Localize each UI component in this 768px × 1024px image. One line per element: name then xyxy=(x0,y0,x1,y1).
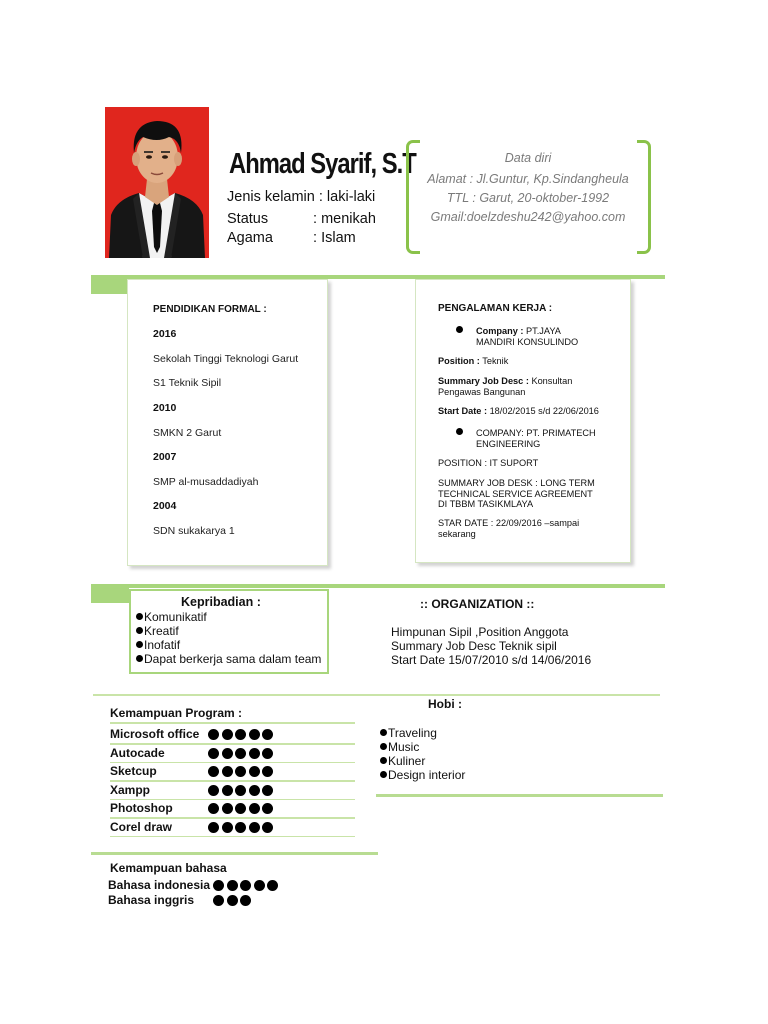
level-dot-icon xyxy=(262,729,273,740)
personality-list xyxy=(136,610,321,666)
level-dot-icon xyxy=(249,748,260,759)
level-dot-icon xyxy=(208,766,219,777)
skill-name: Microsoft office xyxy=(110,727,200,741)
hobby-list xyxy=(380,726,465,782)
education-school: SDN sukakarya 1 xyxy=(153,525,235,537)
level-dot-icon xyxy=(222,766,233,777)
bullet-icon xyxy=(380,771,387,778)
education-school: SMKN 2 Garut xyxy=(153,427,222,439)
program-rule xyxy=(110,722,355,724)
bullet-icon xyxy=(456,326,463,333)
list-item xyxy=(136,610,321,624)
field-religion-value: : Islam xyxy=(313,230,356,246)
skill-name: Xampp xyxy=(110,782,151,797)
experience-company-1 xyxy=(456,326,464,337)
bullet-icon xyxy=(136,627,143,634)
field-gender-label: Jenis kelamin xyxy=(227,189,315,205)
divider-tab-2 xyxy=(91,586,129,603)
experience-summary2-line3: DI TBBM TASIKMLAYA xyxy=(438,499,534,509)
list-item-label: Kuliner xyxy=(388,754,426,768)
list-item-label: Inofatif xyxy=(144,638,181,652)
experience-position-1 xyxy=(438,356,508,367)
experience-summary-value: Konsultan xyxy=(528,376,573,386)
level-dot-icon xyxy=(267,880,278,891)
skill-name: Sketcup xyxy=(110,764,157,778)
education-box xyxy=(127,279,328,566)
data-diri-address: Alamat : Jl.Guntur, Kp.Sindangheula xyxy=(427,172,629,186)
level-dot-icon xyxy=(222,785,233,796)
experience-company-2-text xyxy=(476,428,596,449)
experience-company2-line2: ENGINEERING xyxy=(476,438,541,449)
experience-start2-line1: STAR DATE : 22/09/2016 –sampai xyxy=(438,518,580,528)
education-year: 2016 xyxy=(153,328,177,340)
level-dot-icon xyxy=(262,803,273,814)
experience-company-line2: MANDIRI KONSULINDO xyxy=(476,336,579,347)
level-dot-icon xyxy=(227,895,238,906)
bullet-icon xyxy=(136,613,143,620)
bullet-icon xyxy=(136,641,143,648)
skill-level-dots xyxy=(208,783,276,797)
experience-summary-line2: Pengawas Bangunan xyxy=(438,386,526,397)
education-year: 2010 xyxy=(153,402,177,414)
bullet-icon xyxy=(380,757,387,764)
education-school: SMP al-musaddadiyah xyxy=(153,476,259,488)
level-dot-icon xyxy=(235,748,246,759)
skill-row xyxy=(110,763,355,780)
level-dot-icon xyxy=(222,803,233,814)
hobby-title: Hobi : xyxy=(428,697,462,711)
experience-summary-2 xyxy=(438,478,595,510)
level-dot-icon xyxy=(249,803,260,814)
list-item xyxy=(380,768,465,782)
level-dot-icon xyxy=(222,729,233,740)
experience-company-label: Company : xyxy=(476,326,524,336)
skill-name: Autocade xyxy=(110,745,165,760)
list-item xyxy=(380,740,465,754)
field-status-label: Status xyxy=(227,211,269,227)
organization-line: Himpunan Sipil ,Position Anggota xyxy=(391,625,569,639)
level-dot-icon xyxy=(249,822,260,833)
experience-position-value: Teknik xyxy=(479,356,509,366)
list-item-label: Design interior xyxy=(388,768,466,782)
organization-line: Start Date 15/07/2010 s/d 14/06/2016 xyxy=(391,653,592,667)
education-title: PENDIDIKAN FORMAL : xyxy=(153,304,267,315)
language-name: Bahasa indonesia xyxy=(108,878,211,892)
list-item xyxy=(136,638,321,652)
experience-start-label: Start Date : xyxy=(438,406,488,416)
list-item xyxy=(136,624,321,638)
level-dot-icon xyxy=(235,729,246,740)
skill-level-dots xyxy=(208,727,276,741)
list-item xyxy=(380,754,465,768)
personality-title: Kepribadian : xyxy=(181,595,261,609)
experience-start-1 xyxy=(438,406,599,417)
level-dot-icon xyxy=(235,785,246,796)
bullet-icon xyxy=(380,729,387,736)
experience-title: PENGALAMAN KERJA : xyxy=(438,303,553,314)
divider-green-2 xyxy=(91,584,665,588)
experience-company-1-text xyxy=(476,326,578,347)
level-dot-icon xyxy=(240,895,251,906)
skill-level-dots xyxy=(208,746,276,760)
data-diri-bracket-right xyxy=(637,140,651,254)
list-item xyxy=(136,652,321,666)
divider-green-3 xyxy=(93,694,660,696)
experience-company-2 xyxy=(456,428,464,439)
skill-name: Photoshop xyxy=(110,801,173,815)
experience-summary-1 xyxy=(438,376,572,397)
language-name: Bahasa inggris xyxy=(108,893,195,907)
level-dot-icon xyxy=(208,803,219,814)
skill-row xyxy=(110,782,355,799)
level-dot-icon xyxy=(208,785,219,796)
level-dot-icon xyxy=(249,785,260,796)
level-dot-icon xyxy=(213,880,224,891)
level-dot-icon xyxy=(208,748,219,759)
list-item-label: Komunikatif xyxy=(144,610,207,624)
field-status-value: : menikah xyxy=(313,211,376,227)
field-gender-value: : laki-laki xyxy=(318,189,376,205)
bullet-icon xyxy=(380,743,387,750)
skill-level-dots xyxy=(208,764,276,778)
field-religion-label: Agama xyxy=(227,230,273,246)
data-diri-bracket-left xyxy=(406,140,420,254)
experience-start-2 xyxy=(438,518,579,539)
field-religion xyxy=(227,230,356,246)
bullet-icon xyxy=(136,655,143,662)
language-level-dots xyxy=(213,893,254,907)
level-dot-icon xyxy=(222,822,233,833)
list-item-label: Traveling xyxy=(388,726,437,740)
level-dot-icon xyxy=(213,895,224,906)
skill-name: Corel draw xyxy=(110,819,173,834)
education-degree: S1 Teknik Sipil xyxy=(153,377,222,389)
skill-rule xyxy=(110,836,355,838)
list-item xyxy=(380,726,465,740)
education-year: 2007 xyxy=(153,451,177,463)
experience-summary-label: Summary Job Desc : xyxy=(438,376,529,386)
divider-tab-1 xyxy=(91,277,127,294)
program-list xyxy=(110,726,355,837)
data-diri-title: Data diri xyxy=(504,151,552,165)
field-gender xyxy=(227,189,375,205)
level-dot-icon xyxy=(235,803,246,814)
skill-row xyxy=(110,800,355,817)
experience-position-2: POSITION : IT SUPORT xyxy=(438,458,539,468)
level-dot-icon xyxy=(235,822,246,833)
level-dot-icon xyxy=(235,766,246,777)
language-row xyxy=(108,892,254,909)
level-dot-icon xyxy=(249,729,260,740)
experience-start2-line2: sekarang xyxy=(438,528,476,539)
level-dot-icon xyxy=(208,822,219,833)
profile-photo xyxy=(105,107,209,258)
language-title: Kemampuan bahasa xyxy=(110,861,227,875)
level-dot-icon xyxy=(222,748,233,759)
education-school: Sekolah Tinggi Teknologi Garut xyxy=(153,353,299,365)
education-year: 2004 xyxy=(153,500,177,512)
data-diri-birth: TTL : Garut, 20-oktober-1992 xyxy=(446,191,610,205)
field-status xyxy=(227,211,376,227)
bullet-icon xyxy=(456,428,463,435)
level-dot-icon xyxy=(262,766,273,777)
level-dot-icon xyxy=(208,729,219,740)
organization-title: :: ORGANIZATION :: xyxy=(420,597,535,611)
skill-row xyxy=(110,819,355,836)
person-portrait-icon xyxy=(105,107,209,258)
list-item-label: Dapat berkerja sama dalam team xyxy=(144,652,322,666)
skill-level-dots xyxy=(208,801,276,815)
data-diri-email: Gmail:doelzdeshu242@yahoo.com xyxy=(430,210,626,224)
level-dot-icon xyxy=(227,880,238,891)
organization-details xyxy=(391,625,591,667)
experience-company-value: PT.JAYA xyxy=(523,326,561,336)
level-dot-icon xyxy=(254,880,265,891)
divider-green-4 xyxy=(91,852,378,855)
level-dot-icon xyxy=(262,748,273,759)
program-title: Kemampuan Program : xyxy=(110,706,243,720)
experience-summary2-line1: SUMMARY JOB DESK : LONG TERM xyxy=(438,478,595,488)
experience-start-value: 18/02/2015 s/d 22/06/2016 xyxy=(487,406,599,416)
level-dot-icon xyxy=(249,766,260,777)
language-level-dots xyxy=(213,878,281,892)
experience-company2-line1: COMPANY: PT. PRIMATECH xyxy=(476,428,596,438)
list-item-label: Music xyxy=(388,740,420,754)
profile-name: Ahmad Syarif, S.T xyxy=(229,148,416,180)
organization-line: Summary Job Desc Teknik sipil xyxy=(391,639,557,653)
skill-level-dots xyxy=(208,820,276,834)
level-dot-icon xyxy=(240,880,251,891)
list-item-label: Kreatif xyxy=(144,624,179,638)
divider-green-hobby xyxy=(376,794,663,797)
skill-row xyxy=(110,745,355,762)
experience-position-label: Position : xyxy=(438,356,480,366)
level-dot-icon xyxy=(262,785,273,796)
experience-summary2-line2: TECHNICAL SERVICE AGREEMENT xyxy=(438,488,593,499)
level-dot-icon xyxy=(262,822,273,833)
skill-row xyxy=(110,726,355,743)
